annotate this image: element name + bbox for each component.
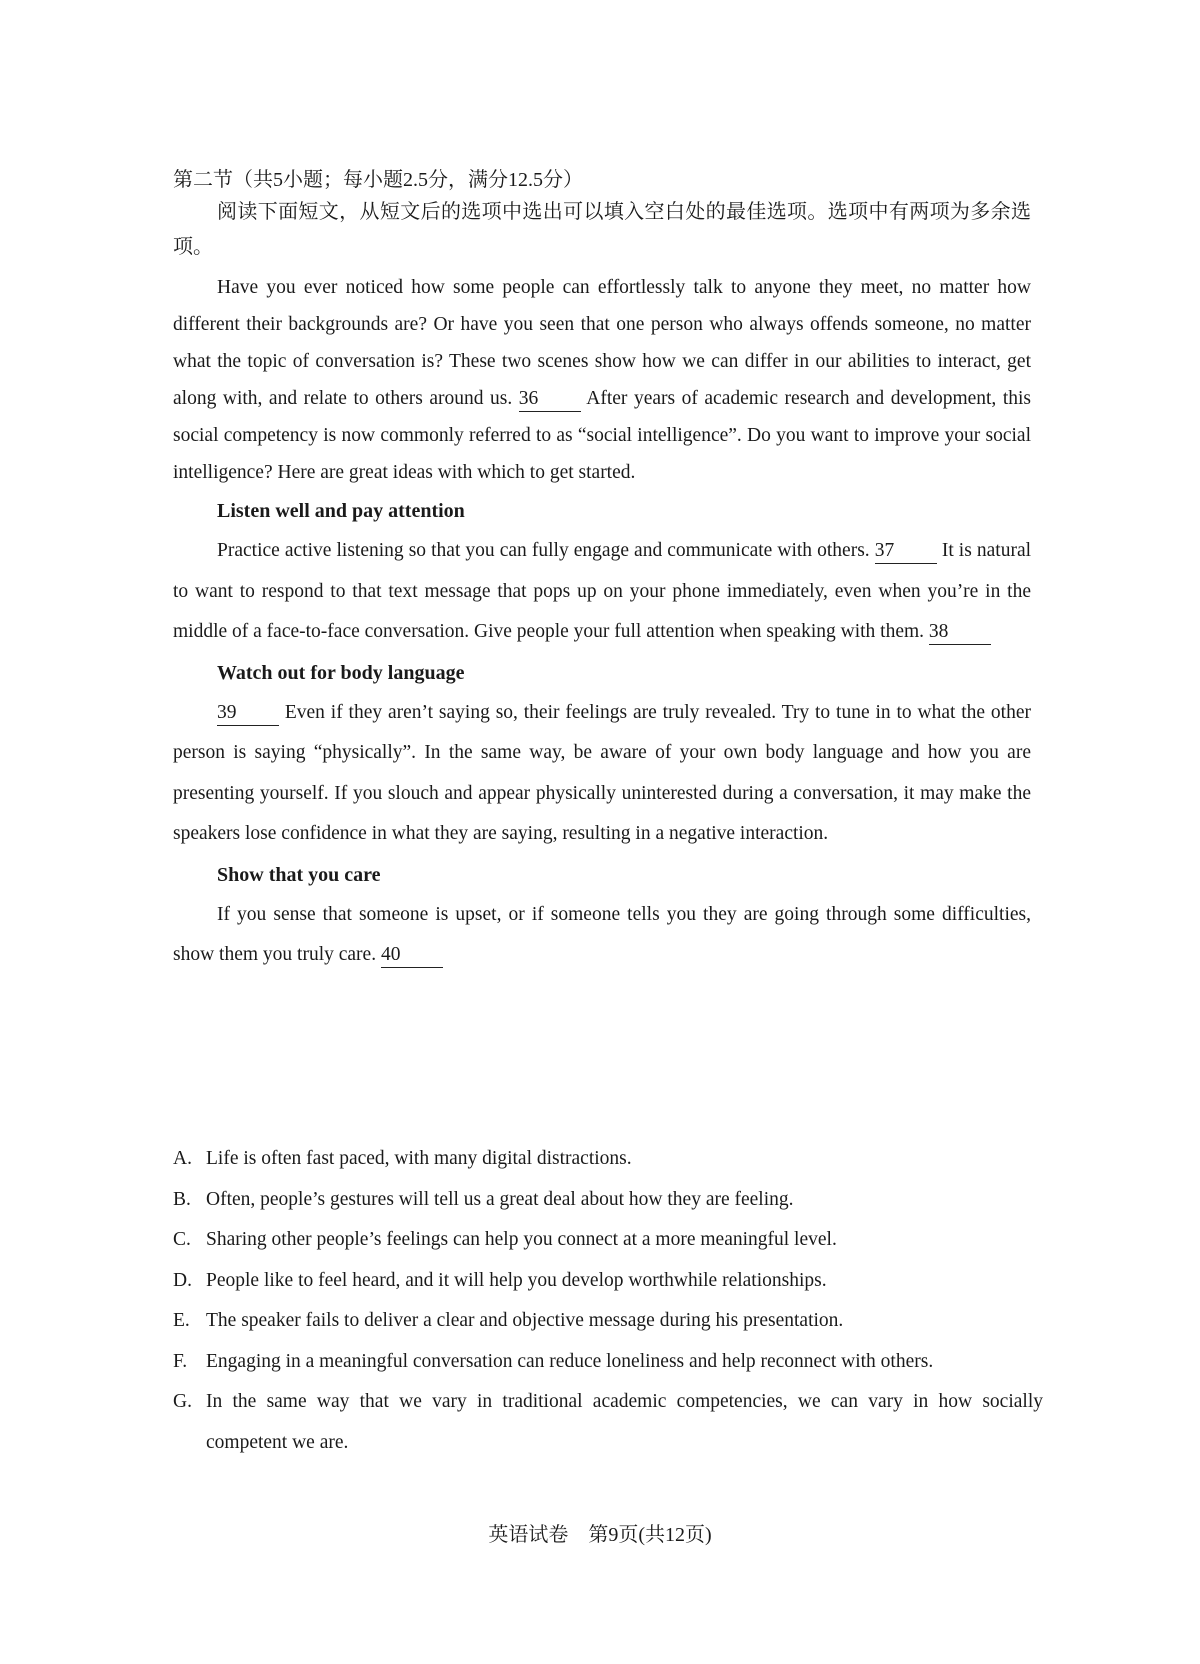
heading-listen: Listen well and pay attention	[217, 500, 465, 522]
option-letter: C.	[173, 1229, 191, 1250]
intro-paragraph	[173, 269, 1031, 491]
option-text: Sharing other people’s feelings can help you connect at a more meaningful level.	[206, 1229, 837, 1250]
option-text: Life is often fast paced, with many digital distractions.	[206, 1148, 632, 1169]
blank-36: 36	[519, 387, 581, 412]
blank-40: 40	[381, 943, 443, 968]
section-instruction: 阅读下面短文，从短文后的选项中选出可以填入空白处的最佳选项。选项中有两项为多余选项。	[173, 201, 1031, 258]
listen-paragraph	[173, 531, 1031, 653]
show-care-paragraph	[173, 895, 1031, 976]
option-f	[173, 1342, 1043, 1383]
heading-show-care: Show that you care	[217, 863, 381, 886]
option-letter: E.	[173, 1310, 190, 1331]
answer-options-list	[173, 1139, 1043, 1463]
body-language-text: Even if they aren’t saying so, their feelings are truly revealed. Try to tune in to what the other person is saying “physically”. In the same way, be aware of your own body language and how you are presenting yourself. If you slouch and appear physically uninterested during a conversation, it may make the speakers lose confidence in what they are saying, resulting in a negative interaction.	[173, 701, 1032, 844]
option-letter: G.	[173, 1391, 192, 1412]
blank-38: 38	[929, 620, 991, 645]
option-d	[173, 1261, 1043, 1302]
section-title: 第二节（共5小题；每小题2.5分，满分12.5分）	[173, 169, 583, 191]
option-letter: F.	[173, 1350, 188, 1372]
listen-text: Practice active listening so that you can fully engage and communicate with others.	[217, 540, 870, 561]
option-e	[173, 1301, 1043, 1342]
option-letter: A.	[173, 1148, 192, 1169]
heading-body-language: Watch out for body language	[217, 661, 465, 684]
blank-37: 37	[875, 539, 937, 564]
option-text: People like to feel heard, and it will help you develop worthwhile relationships.	[206, 1269, 827, 1291]
option-g	[173, 1382, 1043, 1463]
intro-text: Have you ever noticed how some people can effortlessly talk to anyone they meet, no matter how different their backgrounds are? Or have you seen that one person who always offends someone, no matter what the topic of conversation is? These two scenes show how we can differ in our abilities to interact, get along with, and relate to others around us.	[173, 277, 1031, 409]
option-text: Engaging in a meaningful conversation can reduce loneliness and help reconnect with others.	[206, 1350, 934, 1372]
intro-text-after: After years of academic research and development, this social competency is now commonly referred to as “social intelligence”. Do you want to improve your social intelligence? Here are great ideas with which to get started.	[173, 388, 1032, 483]
body-language-paragraph	[173, 693, 1031, 855]
listen-text-middle: It is natural to want to respond to that text message that pops up on your phone immediately, even when you’re in the middle of a face-to-face conversation. Give people your full attention when speaking with them.	[173, 540, 1032, 642]
option-text: In the same way that we vary in traditional academic competencies, we can vary in how socially competent we are.	[206, 1391, 1043, 1453]
option-letter: B.	[173, 1188, 191, 1210]
option-text: The speaker fails to deliver a clear and objective message during his presentation.	[206, 1310, 844, 1331]
blank-39: 39	[217, 701, 279, 726]
option-c	[173, 1220, 1043, 1261]
exam-page-body	[173, 165, 1031, 976]
option-b	[173, 1180, 1043, 1221]
option-a	[173, 1139, 1043, 1180]
show-care-text: If you sense that someone is upset, or if someone tells you they are going through some difficulties, show them you truly care.	[173, 903, 1031, 965]
option-text: Often, people’s gestures will tell us a great deal about how they are feeling.	[206, 1188, 794, 1210]
option-letter: D.	[173, 1269, 192, 1291]
page-footer: 英语试卷 第9页(共12页)	[488, 1524, 712, 1546]
